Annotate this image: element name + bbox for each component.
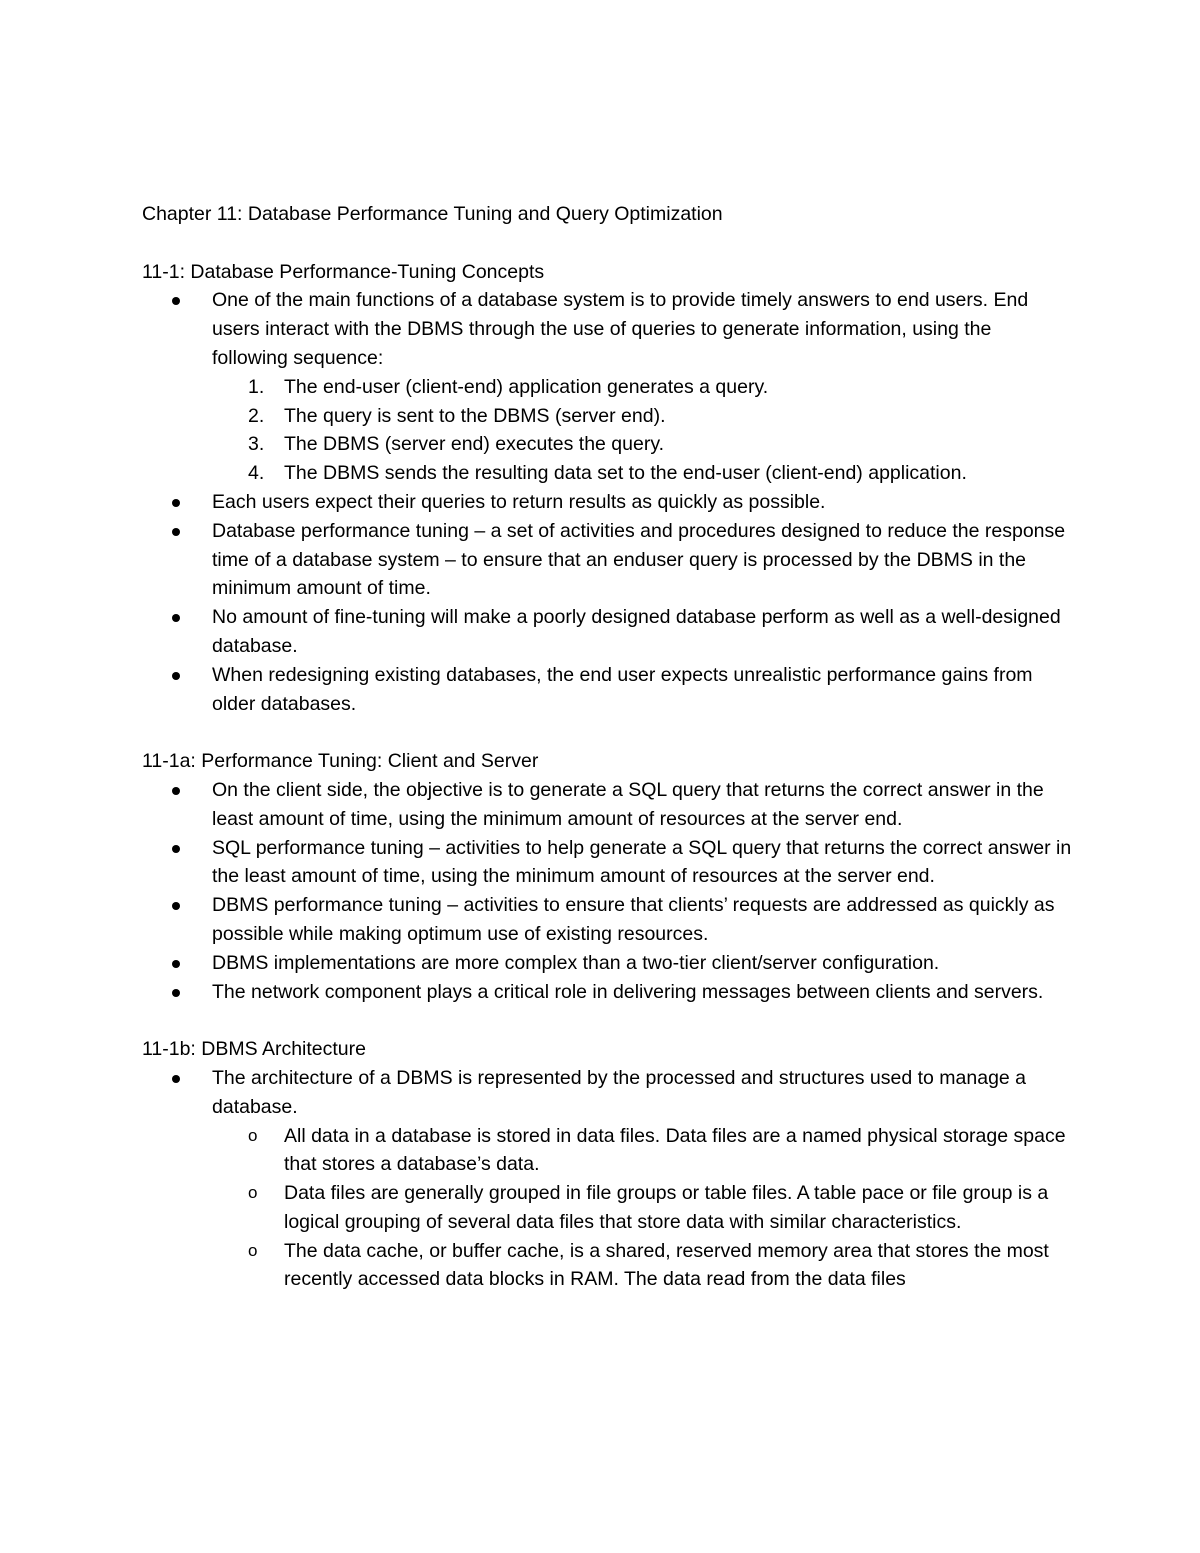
section-performance-tuning-concepts bbox=[142, 258, 1072, 719]
sub-bullet-item bbox=[212, 1179, 1072, 1237]
bullet-dot-icon bbox=[172, 499, 180, 507]
step-text: The query is sent to the DBMS (server end). bbox=[284, 404, 666, 427]
circle-bullet-icon: o bbox=[248, 1183, 258, 1203]
section-heading: 11-1b: DBMS Architecture bbox=[142, 1038, 366, 1061]
bullet-dot-icon bbox=[172, 672, 180, 680]
bullet-item bbox=[142, 1064, 1072, 1294]
bullet-text: When redesigning existing databases, the end user expects unrealistic performance gains from older databases. bbox=[212, 663, 1033, 715]
step-text: The DBMS (server end) executes the query. bbox=[284, 433, 665, 456]
bullet-text: Database performance tuning – a set of activities and procedures designed to reduce the response time of a database system – to ensure that an enduser query is processed by the DBMS in the minimum amount of time. bbox=[212, 519, 1066, 600]
sub-bullet-text: The data cache, or buffer cache, is a shared, reserved memory area that stores the most recently accessed data blocks in RAM. The data read from the data files bbox=[284, 1239, 1049, 1291]
document-page bbox=[142, 200, 1072, 1323]
numbered-item bbox=[212, 459, 1072, 488]
step-number: 4. bbox=[248, 462, 265, 485]
bullet-list bbox=[142, 776, 1072, 1006]
bullet-dot-icon bbox=[172, 845, 180, 853]
bullet-item bbox=[142, 891, 1072, 949]
section-heading: 11-1a: Performance Tuning: Client and Server bbox=[142, 750, 539, 773]
bullet-dot-icon bbox=[172, 960, 180, 968]
step-number: 3. bbox=[248, 433, 265, 456]
step-number: 2. bbox=[248, 404, 265, 427]
step-text: The DBMS sends the resulting data set to the end-user (client-end) application. bbox=[284, 462, 967, 485]
section-client-and-server bbox=[142, 747, 1072, 1006]
sub-bullet-item bbox=[212, 1122, 1072, 1180]
bullet-item bbox=[142, 603, 1072, 661]
numbered-list bbox=[212, 373, 1072, 488]
numbered-item bbox=[212, 402, 1072, 431]
bullet-text: The architecture of a DBMS is represented by the processed and structures used to manage a database. bbox=[212, 1066, 1027, 1118]
bullet-text: Each users expect their queries to return results as quickly as possible. bbox=[212, 490, 826, 513]
numbered-item bbox=[212, 430, 1072, 459]
circle-bullet-icon: o bbox=[248, 1125, 258, 1145]
numbered-item bbox=[212, 373, 1072, 402]
step-text: The end-user (client-end) application generates a query. bbox=[284, 375, 769, 398]
bullet-text: The network component plays a critical role in delivering messages between clients and servers. bbox=[212, 980, 1044, 1003]
bullet-item bbox=[142, 949, 1072, 978]
sub-bullet-list bbox=[212, 1122, 1072, 1295]
bullet-item bbox=[142, 834, 1072, 892]
bullet-text: SQL performance tuning – activities to help generate a SQL query that returns the correct answer in the least amount of time, using the minimum amount of resources at the server end. bbox=[212, 836, 1072, 888]
bullet-list bbox=[142, 286, 1072, 718]
bullet-item bbox=[142, 978, 1072, 1007]
bullet-dot-icon bbox=[172, 297, 180, 305]
circle-bullet-icon: o bbox=[248, 1240, 258, 1260]
bullet-item bbox=[142, 776, 1072, 834]
bullet-text: No amount of fine-tuning will make a poorly designed database perform as well as a well-designed database. bbox=[212, 606, 1061, 657]
bullet-item bbox=[142, 286, 1072, 488]
bullet-text: DBMS implementations are more complex than a two-tier client/server configuration. bbox=[212, 951, 940, 974]
bullet-dot-icon bbox=[172, 614, 180, 622]
bullet-dot-icon bbox=[172, 787, 180, 795]
bullet-dot-icon bbox=[172, 1075, 180, 1083]
bullet-item bbox=[142, 517, 1072, 603]
section-heading: 11-1: Database Performance-Tuning Concepts bbox=[142, 260, 545, 283]
bullet-item bbox=[142, 661, 1072, 719]
bullet-dot-icon bbox=[172, 528, 180, 536]
bullet-item bbox=[142, 488, 1072, 517]
bullet-text: On the client side, the objective is to generate a SQL query that returns the correct answer in the least amount of time, using the minimum amount of resources at the server end. bbox=[212, 778, 1044, 830]
bullet-dot-icon bbox=[172, 989, 180, 997]
bullet-text: One of the main functions of a database system is to provide timely answers to end users. End users interact with the DBMS through the use of queries to generate information, using the following sequence: bbox=[212, 289, 1029, 369]
bullet-text: DBMS performance tuning – activities to ensure that clients’ requests are addressed as quickly as possible while making optimum use of existing resources. bbox=[212, 894, 1055, 945]
step-number: 1. bbox=[248, 375, 265, 398]
document-title: Chapter 11: Database Performance Tuning and Query Optimization bbox=[142, 203, 723, 225]
sub-bullet-text: Data files are generally grouped in file groups or table files. A table pace or file group is a logical grouping of several data files that store data with similar characteristics. bbox=[284, 1182, 1049, 1233]
section-dbms-architecture bbox=[142, 1035, 1072, 1294]
bullet-dot-icon bbox=[172, 902, 180, 910]
bullet-list bbox=[142, 1064, 1072, 1294]
sub-bullet-item bbox=[212, 1237, 1072, 1295]
sub-bullet-text: All data in a database is stored in data files. Data files are a named physical storage space that stores a database’s data. bbox=[284, 1124, 1066, 1176]
